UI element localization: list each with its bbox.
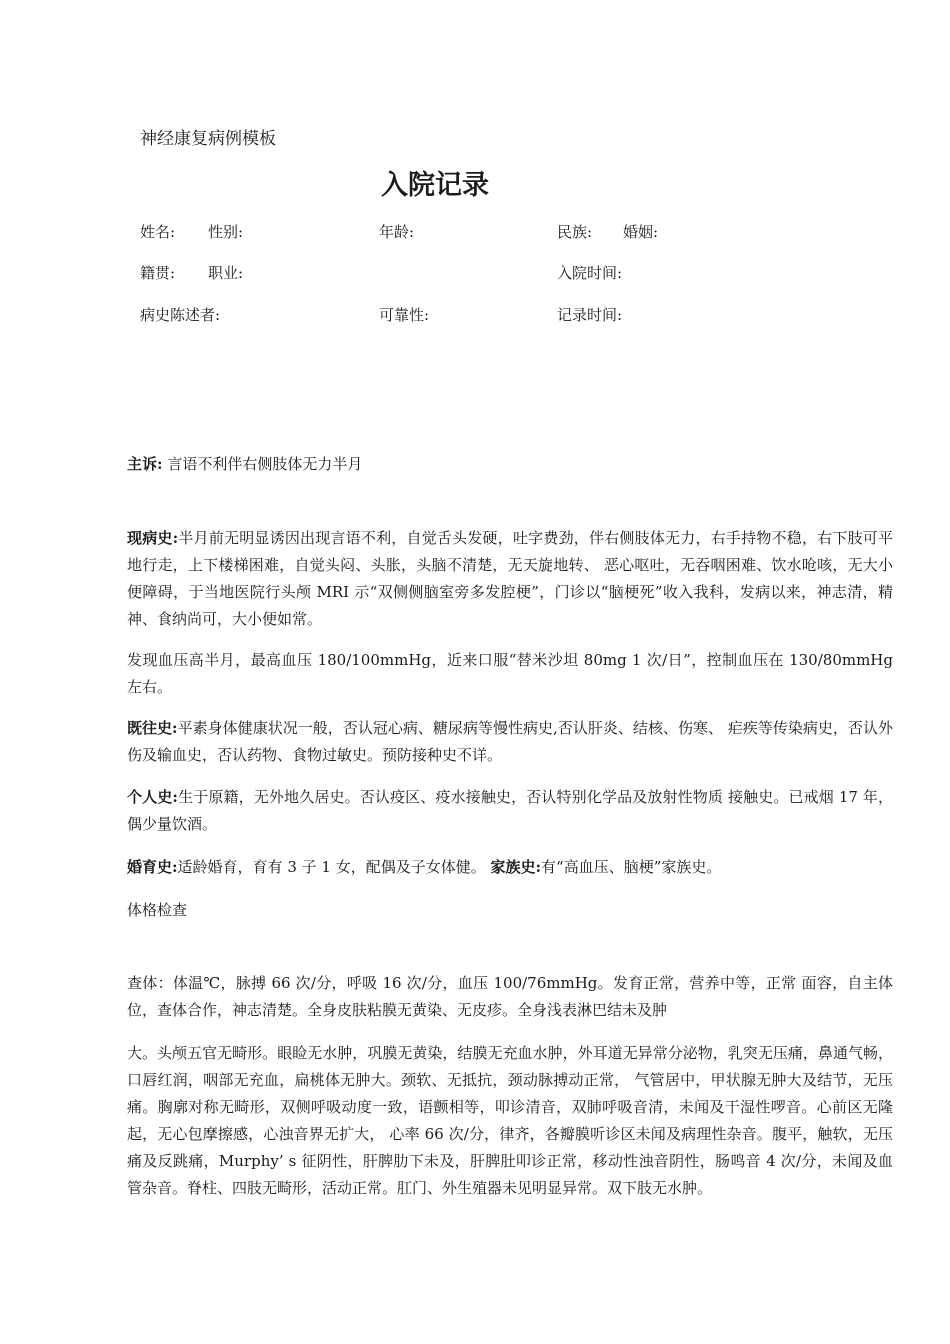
field-record-time: 记录时间: bbox=[557, 306, 623, 324]
field-reliability: 可靠性: bbox=[379, 306, 430, 324]
present-illness-text: 半月前无明显诱因出现言语不利，自觉舌头发硬，吐字费劲，伴右侧肢体无力，右手持物不稳，右下肢可平地行走，上下楼梯困难，自觉头闷、头胀，头脑不清楚，无天旋地转、 恶心呕吐，无吞咽困难、饮水呛咳，无大小便障碍，于当地医院行头颅 MRI 示“双侧侧脑室旁多发腔梗”，门诊以“脑梗死”收入我科，发病以来，神志清，精神、食纳尚可，大小便如常。 bbox=[127, 529, 893, 628]
past-history-label: 既往史: bbox=[127, 719, 178, 737]
chief-complaint bbox=[127, 453, 362, 474]
past-history bbox=[127, 715, 893, 769]
marital-history-text: 适龄婚育，育有 3 子 1 女，配偶及子女体健。 bbox=[177, 858, 486, 876]
family-history-label: 家族史: bbox=[490, 858, 542, 876]
present-illness bbox=[127, 525, 893, 633]
chief-complaint-label: 主诉: bbox=[127, 455, 163, 473]
field-native-place: 籍贯: bbox=[140, 264, 176, 282]
physical-exam-paragraph-2: 大。头颅五官无畸形。眼睑无水肿，巩膜无黄染，结膜无充血水肿，外耳道无异常分泌物，乳突无压痛，鼻通气畅，口唇红润，咽部无充血，扁桃体无肿大。颈软、无抵抗，颈动脉搏动正常， 气管居中，甲状腺无肿大及结节，无压痛。胸廓对称无畸形，双侧呼吸动度一致，语颤相等，叩诊清音，双肺呼吸音清，未闻及干湿性啰音。心前区无隆起，无心包摩擦感，心浊音界无扩大， 心率 66 次/分，律齐，各瓣膜听诊区未闻及病理性杂音。腹平，触软，无压痛及反跳痛，Murphy’ s 征阴性，肝脾肋下未及，肝脾肚叩诊正常，移动性浊音阴性，肠鸣音 4 次/分，未闻及血管杂音。脊柱、四肢无畸形，活动正常。肛门、外生殖器未见明显异常。双下肢无水肿。 bbox=[127, 1044, 893, 1197]
physical-exam-paragraph-1: 查体：体温℃，脉搏 66 次/分，呼吸 16 次/分，血压 100/76mmHg。发育正常，营养中等，正常 面容，自主体位，查体合作，神志清楚。全身皮肤粘膜无黄染、无皮疹。全身浅表淋巴结未及肿 bbox=[127, 974, 893, 1019]
blood-pressure-history: 发现血压高半月，最高血压 180/100mmHg，近来口服“替米沙坦 80mg 1 次/日”，控制血压在 130/80mmHg 左右。 bbox=[127, 651, 893, 696]
personal-history-label: 个人史: bbox=[127, 788, 178, 806]
past-history-text: 平素身体健康状况一般，否认冠心病、糖尿病等慢性病史,否认肝炎、结核、伤寒、 疟疾等传染病史，否认外伤及输血史，否认药物、食物过敏史。预防接种史不详。 bbox=[127, 719, 893, 764]
field-occupation: 职业: bbox=[208, 264, 244, 282]
page-title: 入院记录 bbox=[381, 170, 489, 201]
field-admission-time: 入院时间: bbox=[557, 264, 623, 282]
field-narrator: 病史陈述者: bbox=[140, 306, 221, 324]
template-label: 神经康复病例模板 bbox=[140, 129, 276, 149]
present-illness-label: 现病史: bbox=[127, 529, 179, 547]
field-sex: 性别: bbox=[208, 223, 244, 241]
family-history-text: 有“高血压、脑梗”家族史。 bbox=[541, 858, 722, 876]
personal-history bbox=[127, 784, 893, 838]
marital-history bbox=[127, 856, 721, 877]
physical-exam-heading: 体格检查 bbox=[127, 901, 188, 919]
field-age: 年龄: bbox=[379, 223, 415, 241]
personal-history-text: 生于原籍，无外地久居史。否认疫区、疫水接触史，否认特别化学品及放射性物质 接触史。已戒烟 17 年，偶少量饮酒。 bbox=[127, 788, 893, 833]
field-marriage: 婚姻: bbox=[623, 223, 659, 241]
field-name: 姓名: bbox=[140, 223, 176, 241]
chief-complaint-text: 言语不利伴右侧肢体无力半月 bbox=[167, 455, 363, 473]
field-ethnicity: 民族: bbox=[557, 223, 593, 241]
marital-history-label: 婚育史: bbox=[127, 858, 178, 876]
